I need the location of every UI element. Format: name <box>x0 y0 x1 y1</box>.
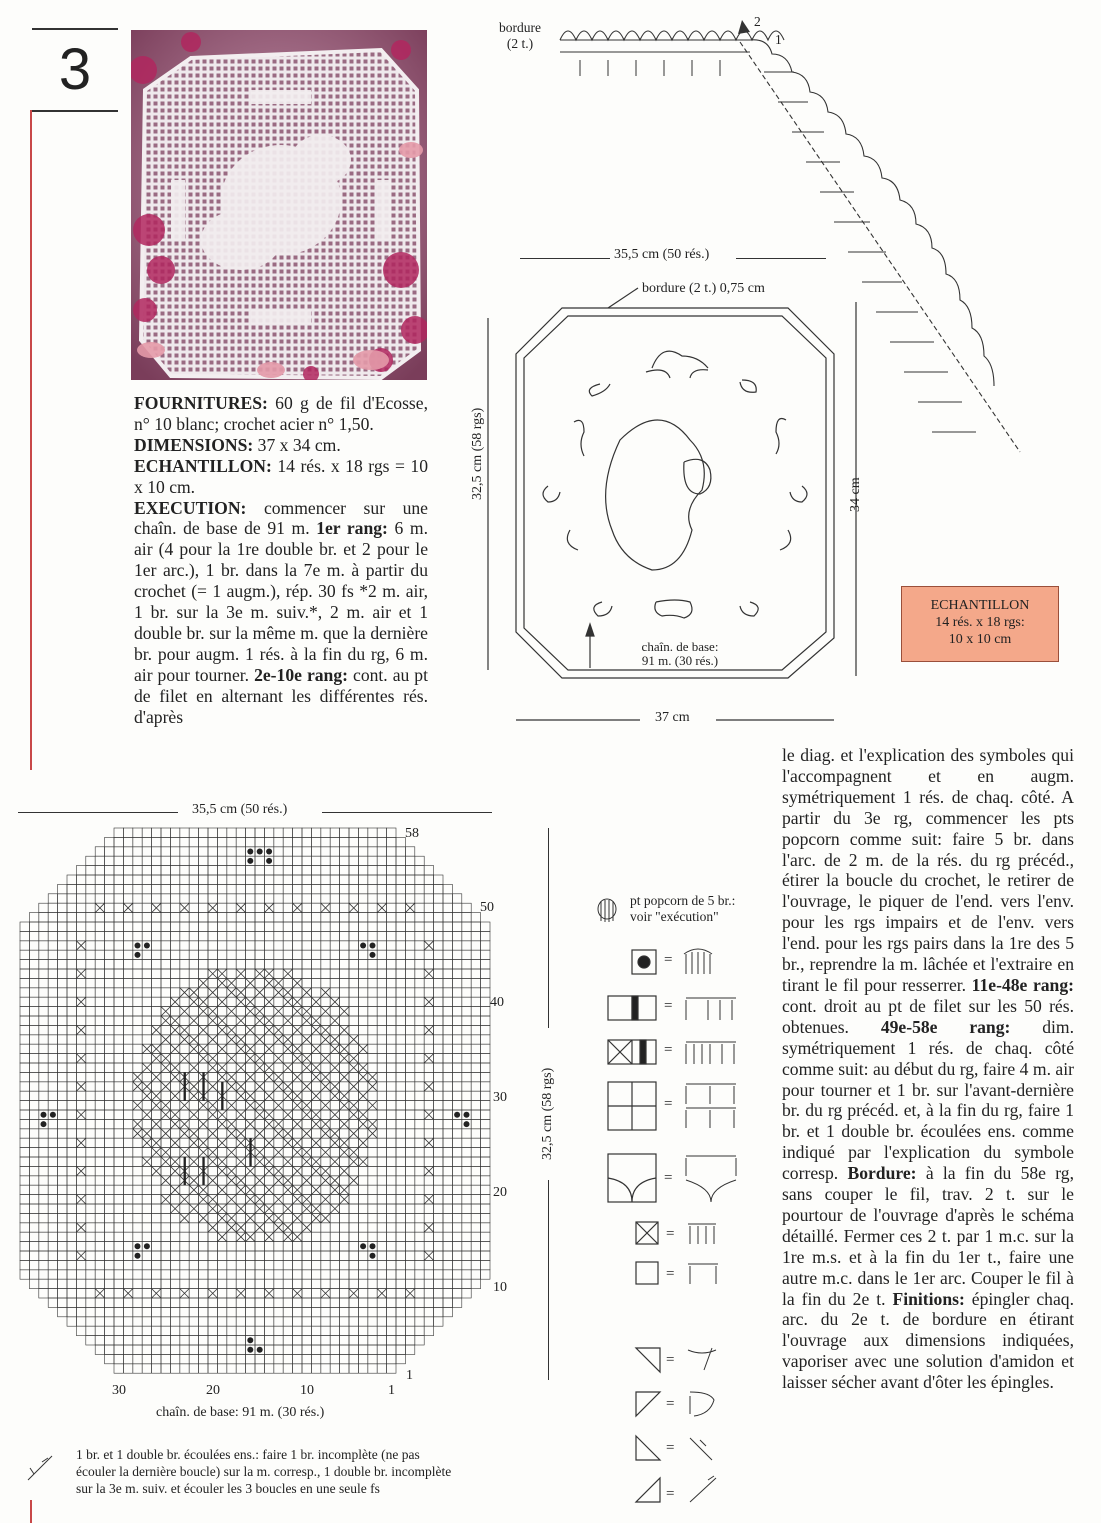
chart-base-label: chaîn. de base: 91 m. (30 rés.) <box>156 1405 325 1420</box>
rang2-label: 2e-10e rang: <box>254 664 348 685</box>
schematic-width-top: 35,5 cm (50 rés.) <box>614 247 710 262</box>
popcorn-line1: pt popcorn de 5 br.: <box>630 893 736 908</box>
finitions-label: Finitions: <box>892 1288 965 1309</box>
legend-eq-9: = <box>666 1396 675 1412</box>
fournitures-text: 60 g de fil d'Ecosse, n° 10 blanc; crochet acier n° 1,50. <box>134 393 428 434</box>
chart-row-1: 1 <box>406 1368 413 1383</box>
chart-height-line-bottom <box>548 1180 549 1380</box>
page-number: 3 <box>32 28 118 112</box>
popcorn-icon <box>596 897 618 925</box>
chart-width-line-right <box>322 812 492 813</box>
execution-label: EXECUTION: <box>134 497 247 518</box>
footnote-line1: 1 br. et 1 double br. écoulées ens.: faire 1 br. incomplète (ne pas <box>76 1447 420 1462</box>
chart-width-label: 35,5 cm (50 rés.) <box>192 802 288 817</box>
echantillon-text: 14 rés. x 18 rgs = 10 x 10 cm. <box>134 455 428 497</box>
bordure-label: Bordure: <box>847 1163 917 1184</box>
chart-col-1: 1 <box>388 1383 395 1398</box>
chart-row-58: 58 <box>405 826 419 841</box>
legend-eq-7: = <box>666 1266 675 1282</box>
chart-row-40: 40 <box>490 995 504 1010</box>
chart-height-line-top <box>548 828 549 1028</box>
border-label <box>490 20 550 52</box>
chart-col-10: 10 <box>300 1383 314 1398</box>
chart-height-label: 32,5 cm (58 rgs) <box>540 1067 555 1160</box>
r49-label: 49e-58e rang: <box>880 1016 1011 1037</box>
legend-eq-2: = <box>664 998 673 1014</box>
right-p1: le diag. et l'explication des symboles qui l'accompagnent et en augm. symétriquement 1 rés. de chaq. côté. A partir du 3e rg, commencer les pts popcorn comme suit: faire 5 br. dans l'arc. de 2 m. de la rés. du rg précéd., étirer la boucle du crochet, le retirer de l'ouvrage, le piquer de l'end. vers l'env. pour les rgs impairs et de l'env. vers l'end. pour les rgs pairs dans la 1re des 5 br., reprendre la m. lâchée et l'extraire en tirant le fil pour resserrer. <box>782 745 1074 995</box>
chart-row-50: 50 <box>480 900 494 915</box>
rang1-label: 1er rang: <box>316 518 388 539</box>
legend-symbols <box>600 940 760 1520</box>
schematic-base-label <box>630 640 730 668</box>
footnote-line2: écouler la dernière boucle) sur la m. corresp., 1 double br. incomplète <box>76 1464 452 1479</box>
echantillon-line2: 14 rés. x 18 rgs: <box>935 615 1025 630</box>
legend-eq-10: = <box>666 1440 675 1456</box>
legend-eq-4: = <box>664 1096 673 1112</box>
instructions-right <box>782 745 1074 1393</box>
r11-text: cont. droit au pt de filet sur les 50 rés. obtenues. <box>782 995 1074 1037</box>
r11-label: 11e-48e rang: <box>971 974 1074 995</box>
margin-line-top <box>30 110 32 770</box>
chart-row-10: 10 <box>493 1280 507 1295</box>
footnote <box>76 1446 556 1497</box>
echantillon-line3: 10 x 10 cm <box>948 632 1012 647</box>
schematic-height-left: 32,5 cm (58 rgs) <box>470 407 485 500</box>
bordure-text: à la fin du 58e rg, sans couper le fil, trav. 2 t. sur le pourtour de l'ouvrage d'après le schéma détaillé. Fermer ces 2 t. par 1 m.c. sur la 1re m.s. et à la fin du 1er t., faire une autre m.c. dans le 1er arc. Couper le fil à la fin du 2e t. <box>782 1163 1074 1309</box>
schematic-base-line1: chaîn. de base: <box>641 639 719 654</box>
schematic-height-right: 34 cm <box>848 477 863 512</box>
legend-eq-1: = <box>664 952 673 968</box>
footnote-symbol-icon <box>26 1452 56 1482</box>
legend-eq-5: = <box>664 1170 673 1186</box>
chart-width-line-left <box>18 812 178 813</box>
execution-text: commencer sur une chaîn. de base de 91 m. <box>134 497 428 539</box>
border-label-line2: (2 t.) <box>506 36 534 51</box>
fournitures-label: FOURNITURES: <box>134 393 268 413</box>
echantillon-box <box>901 586 1059 662</box>
legend-eq-3: = <box>664 1042 673 1058</box>
schematic-bordure: bordure (2 t.) 0,75 cm <box>642 281 765 296</box>
echantillon-label: ECHANTILLON: <box>134 455 272 476</box>
border-label-line1: bordure <box>499 20 541 35</box>
legend-eq-11: = <box>666 1486 675 1502</box>
rang2-text: cont. au pt de filet en alternant les différentes rés. d'après <box>134 664 428 727</box>
schematic-width-top-line-right <box>736 258 826 259</box>
chart-col-20: 20 <box>206 1383 220 1398</box>
footnote-line3: sur la 3e m. suiv. et écouler les 3 boucles en une seule fs <box>76 1481 380 1496</box>
legend-eq-8: = <box>666 1352 675 1368</box>
schematic-width-top-line <box>520 258 610 259</box>
doily-photo <box>131 30 427 380</box>
dimensions-label: DIMENSIONS: <box>134 434 254 455</box>
filet-chart <box>18 826 498 1386</box>
border-num-2: 2 <box>754 14 761 29</box>
legend-eq-6: = <box>666 1226 675 1242</box>
chart-col-30: 30 <box>112 1383 126 1398</box>
rang1-text: 6 m. air (4 pour la 1re double br. et 2 pour le 1er arc.), 1 br. dans la 7e m. à partir du crochet (= 1 augm.), rép. 30 fs *2 m. air, 1 br. sur la 3e m. suiv.*, 2 m. air et 1 double br. sur la même m. que la dernière br. pour augm. 1 rés. à la fin du rg, 6 m. air pour tourner. <box>134 518 428 685</box>
instructions-left <box>134 393 428 728</box>
r49-text: dim. symétriquement 1 rés. de chaq. côté comme suit: au début du rg, faire 4 m. air pour tourner et 1 br. sur l'avant-dernière br. du rg précéd. et, à la fin du rg, faire 1 br. et 1 double br. écoulées ens. comme indiqué par l'explication du symbole corresp. <box>782 1016 1074 1184</box>
dimensions-text: 37 x 34 cm. <box>253 434 341 455</box>
schematic-base-line2: 91 m. (30 rés.) <box>641 653 719 668</box>
finitions-text: épingler chaq. arc. du 2e t. de bordure en étirant l'ouvrage aux dimensions indiquées, vaporiser avec une solution d'amidon et laisser sécher avant d'ôter les épingles. <box>782 1288 1074 1393</box>
chart-row-30: 30 <box>493 1090 507 1105</box>
border-num-1: 1 <box>775 32 782 47</box>
margin-line-bottom <box>30 1500 32 1523</box>
popcorn-line2: voir "exécution" <box>630 909 719 924</box>
chart-row-20: 20 <box>493 1185 507 1200</box>
echantillon-line1: ECHANTILLON <box>930 598 1030 613</box>
schematic-width-bottom: 37 cm <box>655 710 690 725</box>
legend-popcorn <box>596 893 776 925</box>
